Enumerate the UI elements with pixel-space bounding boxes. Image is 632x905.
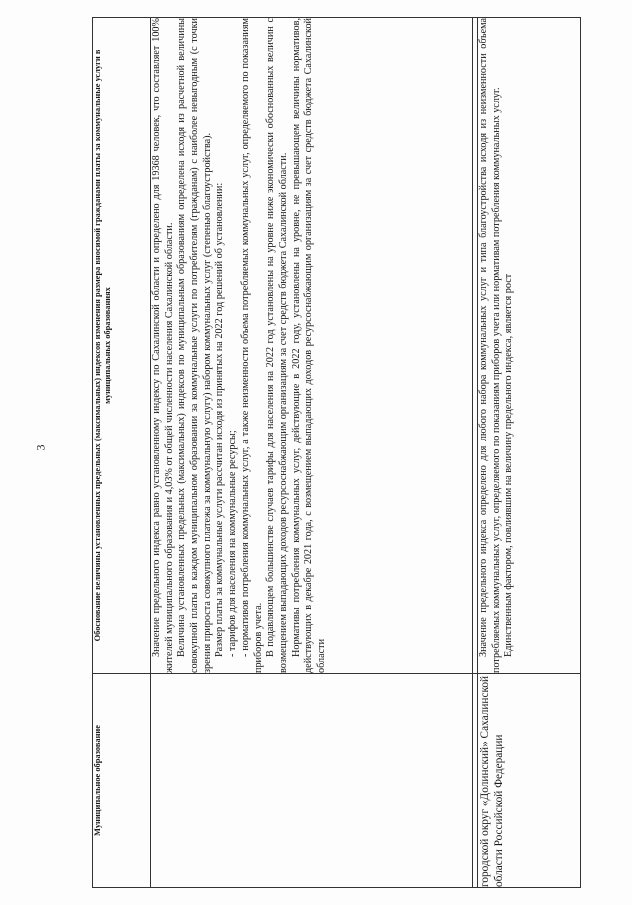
cell-justification [151,18,473,674]
cell-municipality [478,674,581,888]
municipal-index-table [92,17,581,888]
justification-paragraph: В подавляющем большинстве случаев тарифы для населения на 2022 год установлены на уровне ниже экономически обоснованных величин с возмещением выпадающих доходов ресурсоснабжающим организациям за счет средств бюджета Сахалинской области. [265,18,289,673]
table-header-row [93,18,151,888]
header-justification: Обоснование величины установленных предельных (максимальных) индексов изменения размера вносимой гражданами платы за коммунальные услуги в муниципальных образованиях [93,18,151,674]
table-row [151,18,473,888]
justification-paragraph: - тарифов для населения на коммунальные ресурсы; [227,430,239,657]
justification-paragraph: - нормативов потребления коммунальных услуг, а также неизменности объема потребляемых коммунальных услуг, определяемого по показаниям приборов учета. [239,18,264,673]
justification-paragraph: Значение предельного индекса определено для любого набора коммунальных услуг и типа благоустройства исходя из неизменности объема потребляемых коммунальных услуг, определяемого по показаниям приборов учета или нормативам потребления коммунальных услуг. [478,18,502,673]
table-row [478,18,581,888]
justification-paragraph: Нормативы потребления коммунальных услуг, действующие в 2022 году, установлены на уровне, не превышающем величины нормативов, действующих в декабре 2021 года, с возмещением выпадающих доходов ресурсоснабжающим организациям за счет средств бюджета Сахалинской области [290,18,327,673]
justification-paragraph: Размер платы за коммунальные услуги рассчитан исходя из принятых на 2022 год решений об установлении: [214,182,226,657]
header-municipality: Муниципальное образование [93,674,151,888]
page-number: 3 [33,444,48,451]
justification-paragraph: Значение предельного индекса равно установленному индексу по Сахалинской области и определено для 19368 человек, что составляет 100% жителей муниципального образования и 4,03% от общей численности населения Сахалинской области. [151,18,175,673]
cell-municipality [151,674,473,888]
municipality-name: городской округ «Долинский» Сахалинской области Российской Федерации [479,675,506,887]
table-body [151,18,581,888]
justification-paragraph: Единственным фактором, повлиявшим на величину предельного индекса, является рост [503,273,515,657]
cell-justification [478,18,581,674]
rotated-table-container [92,18,579,888]
justification-paragraph: Величина установленных предельных (максимальных) индексов по муниципальным образованиям определена исходя из расчетной величины совокупной платы в каждом муниципальном образовании за коммунальные услуги по потребителям (гражданам) с наиболее невыгодным (с точки зрения прироста совокупного платежа за коммунальную услугу) набором коммунальных услуг (степенью благоустройства). [176,18,213,673]
